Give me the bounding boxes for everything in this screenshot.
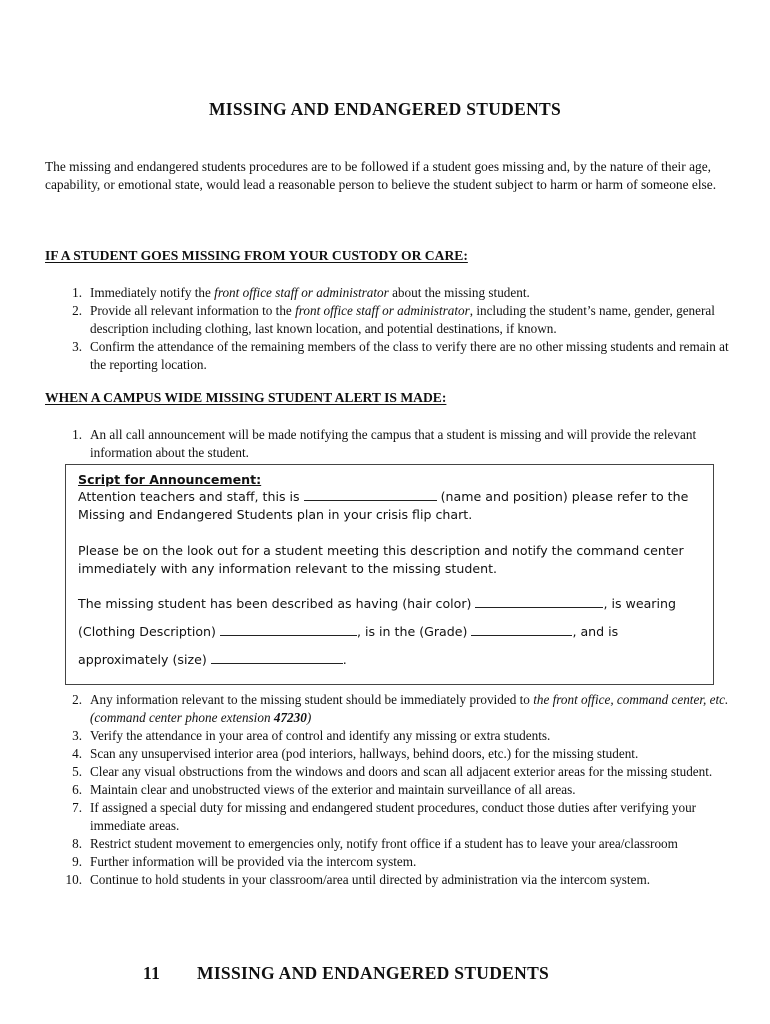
list-item: 5. Clear any visual obstructions from the windows and doors and scan all adjacent exterior areas for the missing student.: [72, 764, 713, 779]
script-line-3: The missing student has been described as having (hair color) , is wearing: [78, 596, 676, 611]
section1-heading: IF A STUDENT GOES MISSING FROM YOUR CUSTODY OR CARE:: [45, 248, 468, 263]
page-footer: [143, 963, 549, 984]
list-item: 4. Scan any unsupervised interior area (pod interiors, hallways, behind doors, etc.) for the missing student.: [72, 746, 639, 761]
section2-list-intro: [45, 426, 735, 462]
list-item: 1. An all call announcement will be made notifying the campus that a student is missing and will provide the relevant information about the student.: [72, 427, 697, 460]
list-item: 3. Confirm the attendance of the remaining members of the class to verify there are no other missing students and remain at the reporting location.: [72, 339, 729, 372]
list-item: 1. Immediately notify the front office staff or administrator about the missing student.: [72, 285, 530, 300]
list-item: 7. If assigned a special duty for missing and endangered student procedures, conduct those duties after verifying your immediate areas.: [72, 800, 697, 833]
list-item: 2. Any information relevant to the missing student should be immediately provided to the front office, command center, etc. (command center phone extension 47230): [72, 692, 729, 725]
list-item: 3. Verify the attendance in your area of control and identify any missing or extra students.: [72, 728, 551, 743]
intro-paragraph: The missing and endangered students procedures are to be followed if a student goes missing and, by the nature of their age, capability, or emotional state, would lead a reasonable person to believe the student subject to harm or harm of someone else.: [45, 159, 717, 192]
name-blank: [304, 488, 437, 501]
script-line-4: (Clothing Description) , is in the (Grade) , and is: [78, 624, 619, 639]
grade-blank: [471, 623, 572, 636]
announcement-script-box: [65, 464, 714, 685]
list-item: 9. Further information will be provided via the intercom system.: [72, 854, 417, 869]
list-item: 10. Continue to hold students in your classroom/area until directed by administration via the intercom system.: [65, 872, 650, 887]
footer-title: MISSING AND ENDANGERED STUDENTS: [197, 963, 550, 983]
size-blank: [211, 651, 343, 664]
script-line-1: Attention teachers and staff, this is (name and position) please refer to the Missing and Endangered Students plan in your crisis flip chart.: [78, 489, 689, 522]
script-paragraph-2: Please be on the look out for a student meeting this description and notify the command center immediately with any information relevant to the missing student.: [78, 543, 684, 576]
list-item: 6. Maintain clear and unobstructed views of the exterior and maintain surveillance of all areas.: [72, 782, 576, 797]
list-item: 2. Provide all relevant information to the front office staff or administrator, including the student’s name, gender, general description including clothing, last known location, and potential destinations, if known.: [72, 303, 715, 336]
hair-color-blank: [475, 595, 603, 608]
page-number: 11: [143, 963, 161, 983]
page-title: MISSING AND ENDANGERED STUDENTS: [208, 99, 562, 119]
script-title: Script for Announcement:: [78, 472, 262, 487]
script-line-5: approximately (size) .: [78, 652, 347, 667]
section1-list: [45, 284, 735, 374]
section2-list: [45, 691, 735, 889]
clothing-blank: [220, 623, 357, 636]
list-item: 8. Restrict student movement to emergencies only, notify front office if a student has to leave your area/classroom: [72, 836, 678, 851]
section2-heading: WHEN A CAMPUS WIDE MISSING STUDENT ALERT IS MADE:: [45, 390, 447, 405]
